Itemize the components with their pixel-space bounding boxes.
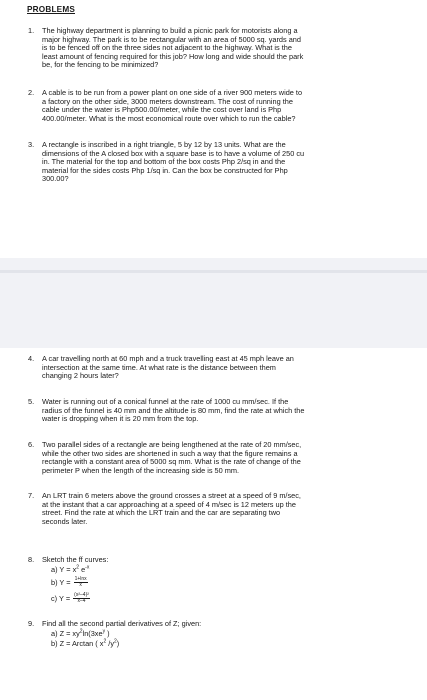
problem-text-line: A cable is to be run from a power plant on one side of a river 900 meters wide to bbox=[42, 88, 303, 97]
problem-text-line: least amount of fencing required for this job? How long and wide should the park bbox=[42, 51, 304, 61]
problem-number: 4. bbox=[28, 354, 35, 363]
problem-number: 3. bbox=[28, 140, 35, 149]
problem-text-line: street. Find the rate at which the LRT train and the car are separating two bbox=[42, 508, 281, 518]
problem-text-line: radius of the funnel is 40 mm and the altitude is 80 mm, find the rate at which the bbox=[42, 405, 305, 415]
problem-number: 8. bbox=[28, 555, 35, 564]
function-a: a) $Z = xy^2\ln(3xe^y$ ) bbox=[51, 628, 110, 638]
problem-number: 6. bbox=[28, 440, 35, 449]
problem-text-line: is to be fenced off on the three sides not adjacent to the highway. What is the bbox=[42, 43, 292, 53]
problem-number: 9. bbox=[28, 619, 35, 628]
problem-text-line: 300.00? bbox=[42, 174, 69, 184]
fraction: $\frac{1+\ln x}{x}$ bbox=[74, 576, 87, 589]
problem-text-line: Two parallel sides of a rectangle are being lengthened at the rate of 20 mm/sec, bbox=[42, 440, 302, 449]
page-divider bbox=[0, 270, 427, 273]
problem-text-line: be, for the fencing to be minimized? bbox=[42, 60, 159, 70]
function-b: b) Z = Arctan ( $x^2$ $/y^2$) bbox=[51, 638, 120, 648]
problem-text-line: while the other two sides are shortened in such a way that the figure remains a bbox=[42, 448, 298, 458]
problem-text-line: 400.00/meter. What is the most economical route over which to run the cable? bbox=[42, 113, 296, 123]
curve-a: a) $Y = x^2$ $e^{-x}$ bbox=[51, 564, 90, 574]
problem-text-line: in. The material for the top and bottom of the box costs Php 2/sq in and the bbox=[42, 157, 286, 167]
problem-3 bbox=[28, 140, 398, 184]
problem-5 bbox=[28, 397, 398, 424]
page-title: PROBLEMS bbox=[27, 5, 75, 14]
page-gap bbox=[0, 258, 427, 348]
problem-text-line: cable under the water is Php500.00/meter, while the cost over land is Php bbox=[42, 105, 282, 115]
problem-text-line: A rectangle is inscribed in a right triangle, 5 by 12 by 13 units. What are the bbox=[42, 140, 286, 149]
curve-c: c) Y = $\frac{\text{(x²–4)²}}{x-4}$ bbox=[51, 592, 89, 605]
problem-text-line: seconds later. bbox=[42, 516, 88, 526]
problem-text-line: major highway. The park is to be rectangular with an area of 5000 sq. yards and bbox=[42, 34, 301, 44]
problem-text-line: changing 2 hours later? bbox=[42, 371, 119, 381]
problem-text-line: a factory on the other side, 3000 meters downstream. The cost of running the bbox=[42, 96, 293, 106]
problem-6 bbox=[28, 440, 398, 475]
problem-text-line: rectangle with a constant area of 5000 sq mm. What is the rate of change of the bbox=[42, 457, 301, 467]
problem-text-line: water is dropping when it is 20 mm from the top. bbox=[42, 414, 199, 424]
problem-8 bbox=[28, 555, 398, 565]
problem-text-line: at the instant that a car approaching at a speed of 4 m/sec is 12 meters up the bbox=[42, 499, 296, 509]
page-1 bbox=[0, 0, 427, 258]
curve-b: b) Y = $\frac{1+\ln x}{x}$ bbox=[51, 576, 87, 589]
problem-text-line: dimensions of the A closed box with a square base is to have a volume of 250 cu bbox=[42, 148, 305, 158]
problem-7 bbox=[28, 491, 398, 526]
problem-text-line: perimeter P when the length of the increasing side is 50 mm. bbox=[42, 465, 240, 475]
problem-text-line: The highway department is planning to build a picnic park for motorists along a bbox=[42, 26, 298, 35]
fraction: $\frac{\text{(x²–4)²}}{x-4}$ bbox=[74, 592, 89, 605]
page-2 bbox=[0, 348, 427, 700]
problem-number: 5. bbox=[28, 397, 35, 406]
problem-text-line: A car travelling north at 60 mph and a truck travelling east at 45 mph leave an bbox=[42, 354, 294, 363]
problem-text-line: material for the sides costs Php 1/sq in. Can the box be constructed for Php bbox=[42, 165, 288, 175]
problem-intro: Sketch the ff curves: bbox=[42, 555, 109, 564]
problem-number: 2. bbox=[28, 88, 35, 97]
problem-text-line: Water is running out of a conical funnel at the rate of 1000 cu mm/sec. If the bbox=[42, 397, 289, 406]
problem-intro: Find all the second partial derivatives of Z; given: bbox=[42, 619, 202, 628]
problem-1 bbox=[28, 26, 398, 70]
problem-number: 1. bbox=[28, 26, 35, 35]
problem-9 bbox=[28, 619, 398, 629]
problem-text-line: An LRT train 6 meters above the ground crosses a street at a speed of 9 m/sec, bbox=[42, 491, 301, 500]
problem-number: 7. bbox=[28, 491, 35, 500]
problem-2 bbox=[28, 88, 398, 123]
problem-text-line: intersection at the same time. At what rate is the distance between them bbox=[42, 362, 276, 372]
problem-4 bbox=[28, 354, 398, 381]
